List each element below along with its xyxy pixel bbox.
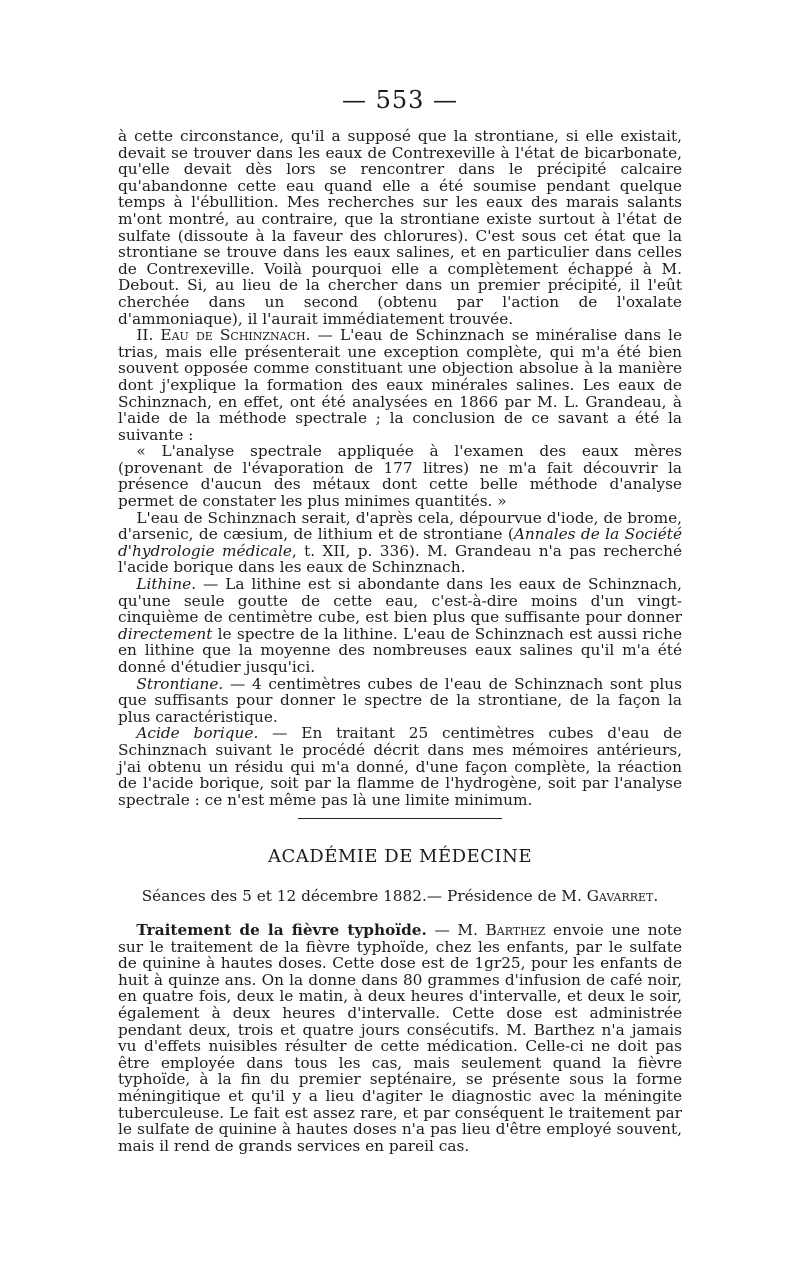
lithine-heading: Lithine. [136, 575, 197, 594]
lithine-text-b: le spectre de la lithine. L'eau de Schinznach est aussi riche en lithine que la moyenne des nombreuses eaux salines qu'il m'a été donné d'étudier jusqu'ici. [118, 624, 682, 676]
paragraph-analysis-text-b: , t. XII, p. 336). M. Grandeau n'a pas recherché l'acide borique dans les eaux de Schinznach. [118, 541, 682, 577]
paragraph-schinznach-analysis [118, 510, 682, 576]
journal-reference: Annales de la Société d'hydrologie médicale [118, 525, 683, 560]
run-in-heading: Traitement de la fièvre typhoïde. [136, 921, 427, 939]
paragraph-acide-borique [118, 725, 682, 808]
paragraph-analysis-text-a: L'eau de Schinznach serait, d'après cela, dépourvue d'iode, de brome, d'arsenic, de cæsium, de lithium et de strontiane ( [118, 508, 682, 544]
subsection-heading-schinznach: II. Eau de Schinznach. [136, 326, 311, 345]
bottom-text-block [118, 922, 682, 1154]
top-text-block [118, 128, 682, 808]
seance-line [0, 887, 800, 905]
paragraph-schinznach [118, 327, 682, 443]
acide-borique-heading: Acide borique. [136, 724, 259, 743]
paragraph-continuation: à cette circonstance, qu'il a supposé que la strontiane, si elle existait, devait se trouver dans les eaux de Contrexeville à l'état de bicarbonate, qu'elle devait dès lors se rencontrer dans le précipité calcaire qu'abandonne cette eau quand elle a été soumise pendant quelque temps à l'ébullition. Mes recherches sur les eaux des marais salants m'ont montré, au contraire, que la strontiane existe surtout à l'état de sulfate (dissoute à la faveur des chlorures). C'est sous cet état que la strontiane se trouve dans les eaux salines, et en particulier dans celles de Contrexeville. Voilà pourquoi elle a complètement échappé à M. Debout. Si, au lieu de la chercher dans un premier précipité, il l'eût cherchée dans un second (obtenu par l'action de l'oxalate d'ammoniaque), il l'aurait immédiatement trouvée. [118, 127, 682, 328]
seance-text-b: . [653, 887, 659, 905]
quotation-grandeau: « L'analyse spectrale appliquée à l'examen des eaux mères (provenant de l'évaporation de 177 litres) ne m'a fait découvrir la présence d'aucun des métaux dont cette belle méthode d'analyse permet de constater les plus minimes quantités. » [118, 442, 682, 511]
author-name: Barthez [485, 921, 546, 939]
typhoide-text-b: envoie une note sur le traitement de la fièvre typhoïde, chez les enfants, par le sulfate de quinine à hautes doses. Cette dose est de 1gr25, pour les enfants de huit à quinze ans. On la donne dans 80 grammes d'infusion de café noir, en quatre fois, deux le matin, à deux heures d'intervalle, et deux le soir, également à deux heures d'intervalle. Cette dose est administrée pendant deux, trois et quatre jours consécutifs. M. Barthez n'a jamais vu d'effets nuisibles résulter de cette médication. Celle-ci ne doit pas être employée dans tous les cas, mais seulement quand la fièvre typhoïde, à la fin du premier septénaire, se présente sous la forme méningitique et qu'il y a lieu d'agiter le diagnostic avec la méningite tuberculeuse. Le fait est assez rare, et par conséquent le traitement par le sulfate de quinine à hautes doses n'a pas lieu d'être employé souvent, mais il rend de grands services en pareil cas. [118, 921, 682, 1155]
lithine-text-a: — La lithine est si abondante dans les eaux de Schinznach, qu'une seule goutte de cette eau, c'est-à-dire moins d'un vingt-cinquième de centimètre cube, est bien plus que suffisante pour donner [118, 575, 682, 627]
strontiane-heading: Strontiane. [136, 674, 224, 693]
president-name: Gavarret [586, 887, 654, 905]
strontiane-text: — 4 centimètres cubes de l'eau de Schinznach sont plus que suffisants pour donner le spectre de la strontiane, de la façon la plus caractéristique. [118, 674, 682, 726]
typhoide-text-a: — M. [426, 921, 486, 939]
paragraph-lithine [118, 576, 682, 676]
section-divider [298, 818, 502, 819]
lithine-emphasis: directement [118, 624, 213, 643]
page-number: — 553 — [341, 86, 459, 114]
paragraph-schinznach-text: — L'eau de Schinznach se minéralise dans le trias, mais elle présenterait une exception complète, qui m'a été bien souvent opposée comme constituant une objection absolue à la manière dont j'explique la formation des eaux minérales salines. Les eaux de Schinznach, en effet, ont été analysées en 1866 par M. L. Grandeau, à l'aide de la méthode spectrale ; la conclusion de ce savant a été la suivante : [118, 326, 682, 444]
paragraph-strontiane [118, 676, 682, 726]
section-title: ACADÉMIE DE MÉDECINE [268, 846, 532, 867]
paragraph-fievre-typhoide [118, 922, 682, 1154]
acide-borique-text: — En traitant 25 centimètres cubes d'eau de Schinznach suivant le procédé décrit dans mes mémoires antérieurs, j'ai obtenu un résidu qui m'a donné, d'une façon complète, la réaction de l'acide borique, soit par la flamme de l'hydrogène, soit par l'analyse spectrale : ce n'est même pas là une limite minimum. [118, 724, 682, 809]
seance-text-a: Séances des 5 et 12 décembre 1882.— Présidence de M. [141, 887, 587, 905]
